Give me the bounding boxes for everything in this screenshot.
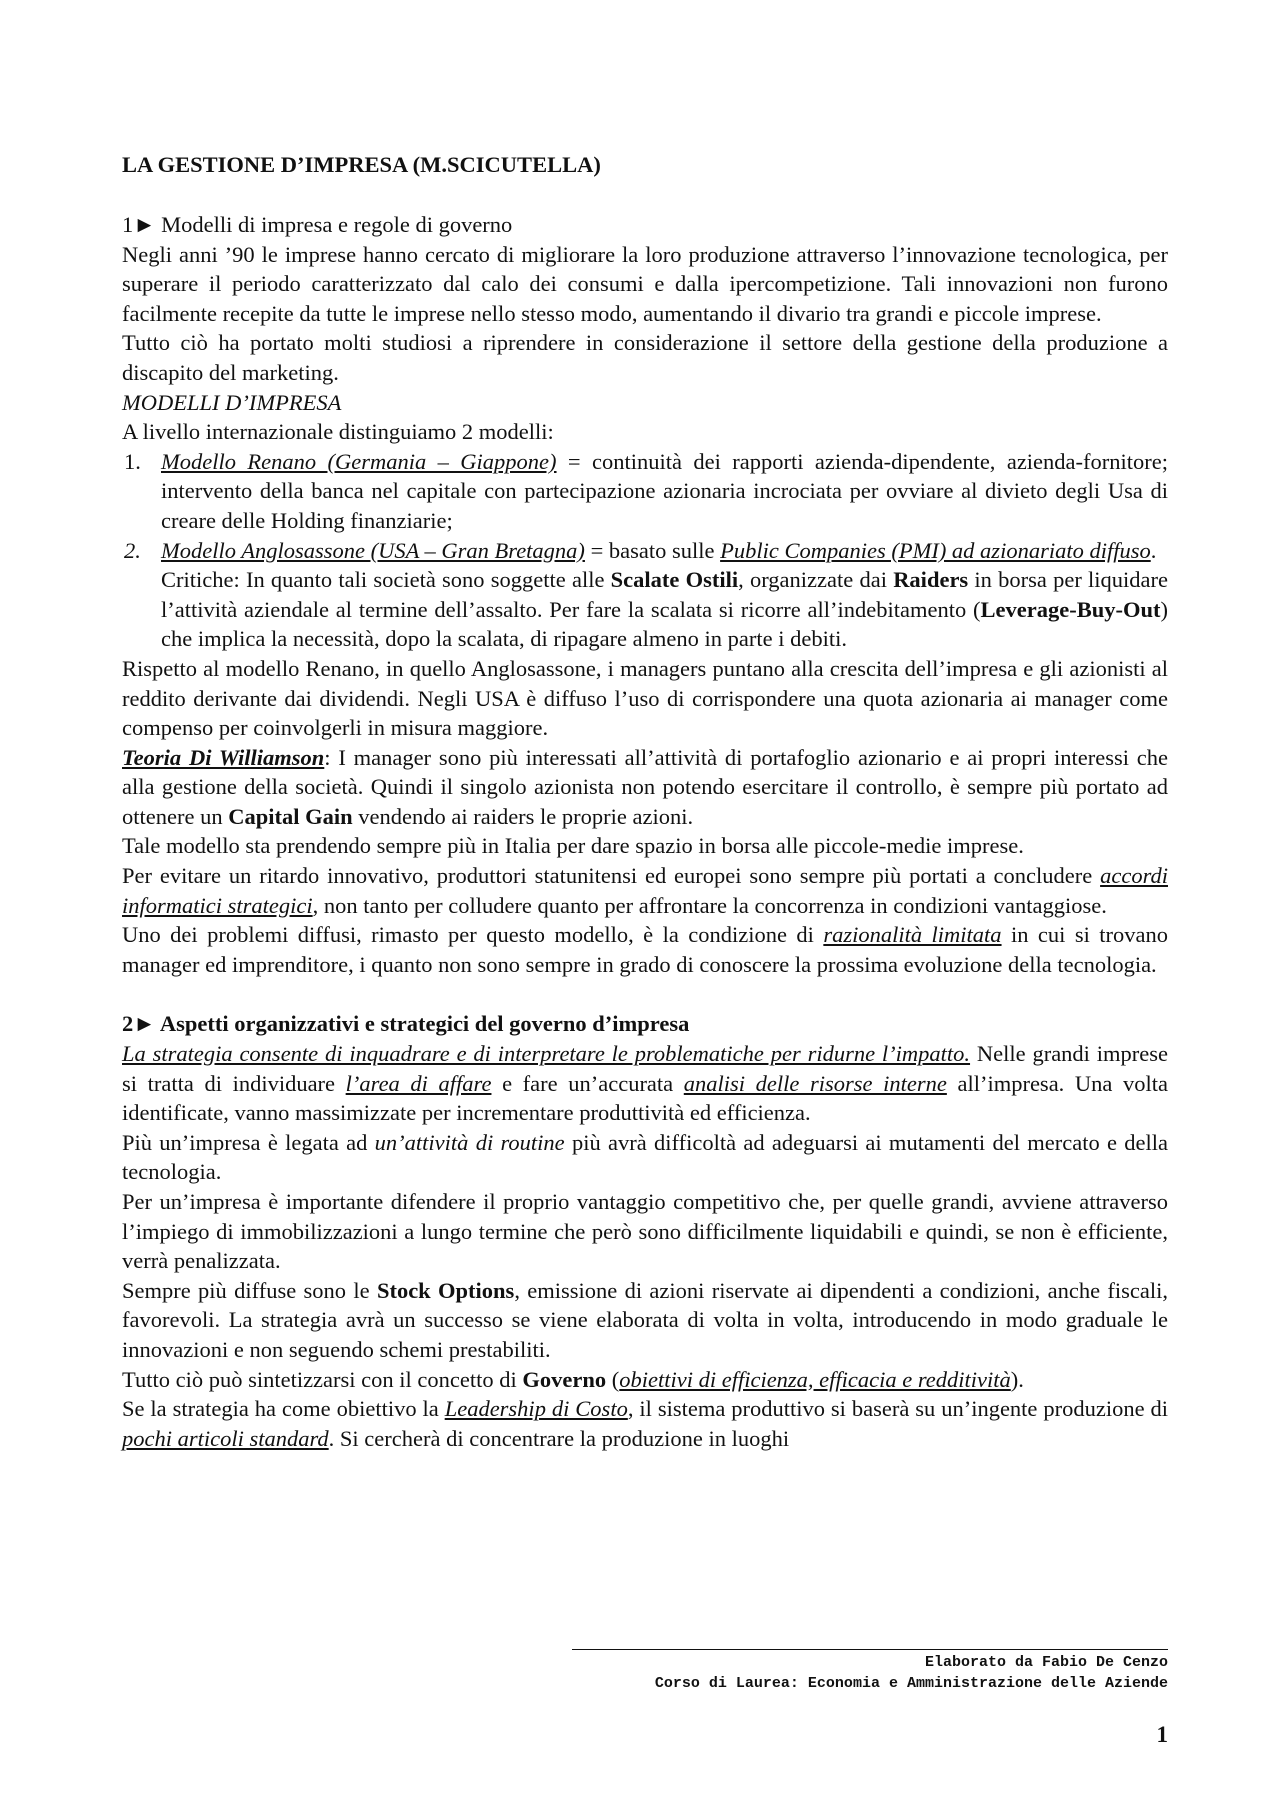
term-italic: pochi articoli standard [122,1425,329,1451]
page-footer [572,1649,1168,1694]
term-bold: Governo [522,1366,607,1392]
paragraph-text: : I manager sono più interessati all’attività di portafoglio azionario e ai propri interessi che alla gestione della società. Quindi il singolo azionista non potendo esercitare il controllo, è sempre più portato ad ottenere un [122,744,1168,829]
section2-paragraph: Per un’impresa è importante difendere il proprio vantaggio competitivo che, per quelle grandi, avviene attraverso l’impiego di immobilizzazioni a lungo termine che però sono difficilmente liquidabili e quindi, se non è efficiente, verrà penalizzata. [122,1189,1168,1274]
term-italic: l’area di affare [345,1070,492,1096]
section2-paragraph [122,1276,1168,1365]
section1-paragraph: Tutto ciò ha portato molti studiosi a riprendere in considerazione il settore della gestione della produzione a discapito del marketing. [122,330,1168,385]
model-text: . [1150,537,1157,563]
footer-author: Elaborato da Fabio De Cenzo [924,1654,1168,1671]
section1-paragraph [122,920,1168,979]
term-bold: Stock Options [376,1277,515,1303]
term-bold: Capital Gain [228,803,353,829]
paragraph-text: , non tanto per colludere quanto per affrontare la concorrenza in condizioni vantaggiose. [312,892,1107,918]
model-text: = basato sulle [584,537,721,563]
term-italic: obiettivi di efficienza, efficacia e redditività [619,1366,1011,1392]
term-bold: Leverage-Buy-Out [980,596,1161,622]
section1-list-intro: A livello internazionale distinguiamo 2 modelli: [122,419,554,445]
term-williamson: Teoria Di Williamson [122,744,325,770]
list-number: 1. [124,448,141,474]
term-bold: Raiders [893,567,969,593]
critique-text: in borsa per liquidare l’attività aziendale al termine dell’assalto. Per fare la scalata si ricorre all’indebitamento ( [161,567,1169,622]
paragraph-text: ). [1010,1366,1024,1392]
critique-text: , organizzate dai [738,567,894,593]
paragraph-text: Uno dei problemi diffusi, rimasto per questo modello, è la condizione di [122,922,824,948]
list-item [122,447,1168,536]
model-label: Modello Renano (Germania – Giappone) [161,448,557,474]
footer-rule [572,1649,1168,1650]
section1-paragraph: Tale modello sta prendendo sempre più in Italia per dare spazio in borsa alle piccole-medie imprese. [122,833,1024,859]
term-italic: Leadership di Costo [444,1396,628,1422]
paragraph-text: Tutto ciò può sintetizzarsi con il concetto di [122,1366,523,1392]
list-number: 2. [124,537,141,563]
paragraph-text: Nelle grandi imprese si tratta di individuare [122,1041,1169,1096]
paragraph-text: e fare un’accurata [491,1070,684,1096]
section2-heading: 2► Aspetti organizzativi e strategici del governo d’impresa [122,1011,690,1037]
section1-subheading: MODELLI D’IMPRESA [122,389,342,415]
term-bold: Scalate Ostili [610,567,739,593]
page-content [122,150,1168,1453]
list-item [122,536,1168,654]
paragraph-text: , il sistema produttivo si baserà su un’ingente produzione di [627,1396,1168,1422]
term-italic: razionalità limitata [823,922,1002,948]
critique-text: ) che implica la necessità, dopo la scalata, di ripagare almeno in parte i debiti. [161,596,1168,652]
section1-paragraph: Rispetto al modello Renano, in quello Anglosassone, i managers puntano alla crescita dell’impresa e gli azionisti al reddito derivante dai dividendi. Negli USA è diffuso l’uso di corrispondere una quota azionaria ai manager come compenso per coinvolgerli in misura maggiore. [122,655,1168,741]
paragraph-text: all’impresa. Una volta identificate, vanno massimizzate per incrementare produttività ed efficienza. [122,1070,1169,1126]
page-number: 1 [1156,1722,1168,1747]
paragraph-text: Sempre più diffuse sono le [122,1277,377,1303]
term-italic: accordi informatici strategici [122,863,1168,918]
paragraph-text: Più un’impresa è legata ad [122,1129,375,1155]
term-italic: un’attività di routine [374,1129,565,1155]
williamson-paragraph [122,743,1168,832]
paragraph-text: in cui si trovano manager ed imprenditore, i quanto non sono sempre in grado di conoscere la prossima evoluzione della tecnologia. [122,922,1168,977]
model-text: = continuità dei rapporti azienda-dipendente, azienda-fornitore; intervento della banca nel capitale con partecipazione azionaria incrociata per ovviare al divieto degli Usa di creare delle Holding finanziarie; [161,448,1168,533]
paragraph-text: ( [606,1366,620,1392]
section2-paragraph [122,1128,1168,1187]
models-list [122,447,1168,654]
section2-paragraph [122,1039,1168,1128]
section1-paragraph: Negli anni ’90 le imprese hanno cercato di migliorare la loro produzione attraverso l’innovazione tecnologica, per superare il periodo caratterizzato dal calo dei consumi e dalla ipercompetizione. Tali innovazioni non furono facilmente recepite da tutte le imprese nello stesso modo, aumentando il divario tra grandi e piccole imprese. [122,241,1168,326]
model-label-secondary: Public Companies (PMI) ad azionariato diffuso [720,537,1151,563]
term-italic: analisi delle risorse interne [683,1070,947,1096]
section1-paragraph [122,861,1168,920]
paragraph-text: , emissione di azioni riservate ai dipendenti a condizioni, anche fiscali, favorevoli. La strategia avrà un successo se viene elaborata di volta in volta, introducendo in modo graduale le innovazioni e non seguendo schemi prestabiliti. [122,1277,1168,1362]
term-italic: La strategia consente di inquadrare e di interpretare le problematiche per ridurne l’impatto. [122,1041,971,1067]
paragraph-text: . Si cercherà di concentrare la produzione in luoghi [328,1425,790,1451]
section1-heading: 1► Modelli di impresa e regole di governo [122,212,513,237]
footer-course: Corso di Laurea: Economia e Amministrazione delle Aziende [654,1675,1168,1692]
section2-paragraph [122,1394,1168,1453]
paragraph-text: vendendo ai raiders le proprie azioni. [352,803,694,829]
critique-text: Critiche: In quanto tali società sono soggette alle [161,567,611,593]
model-label: Modello Anglosassone (USA – Gran Bretagna) [161,537,585,563]
paragraph-text: Per evitare un ritardo innovativo, produttori statunitensi ed europei sono sempre più portati a concludere [122,863,1101,889]
document-title: LA GESTIONE D’IMPRESA (M.SCICUTELLA) [122,152,601,177]
paragraph-text: più avrà difficoltà ad adeguarsi ai mutamenti del mercato e della tecnologia. [122,1129,1169,1185]
paragraph-text: Se la strategia ha come obiettivo la [122,1396,445,1422]
section2-paragraph [122,1365,1168,1395]
